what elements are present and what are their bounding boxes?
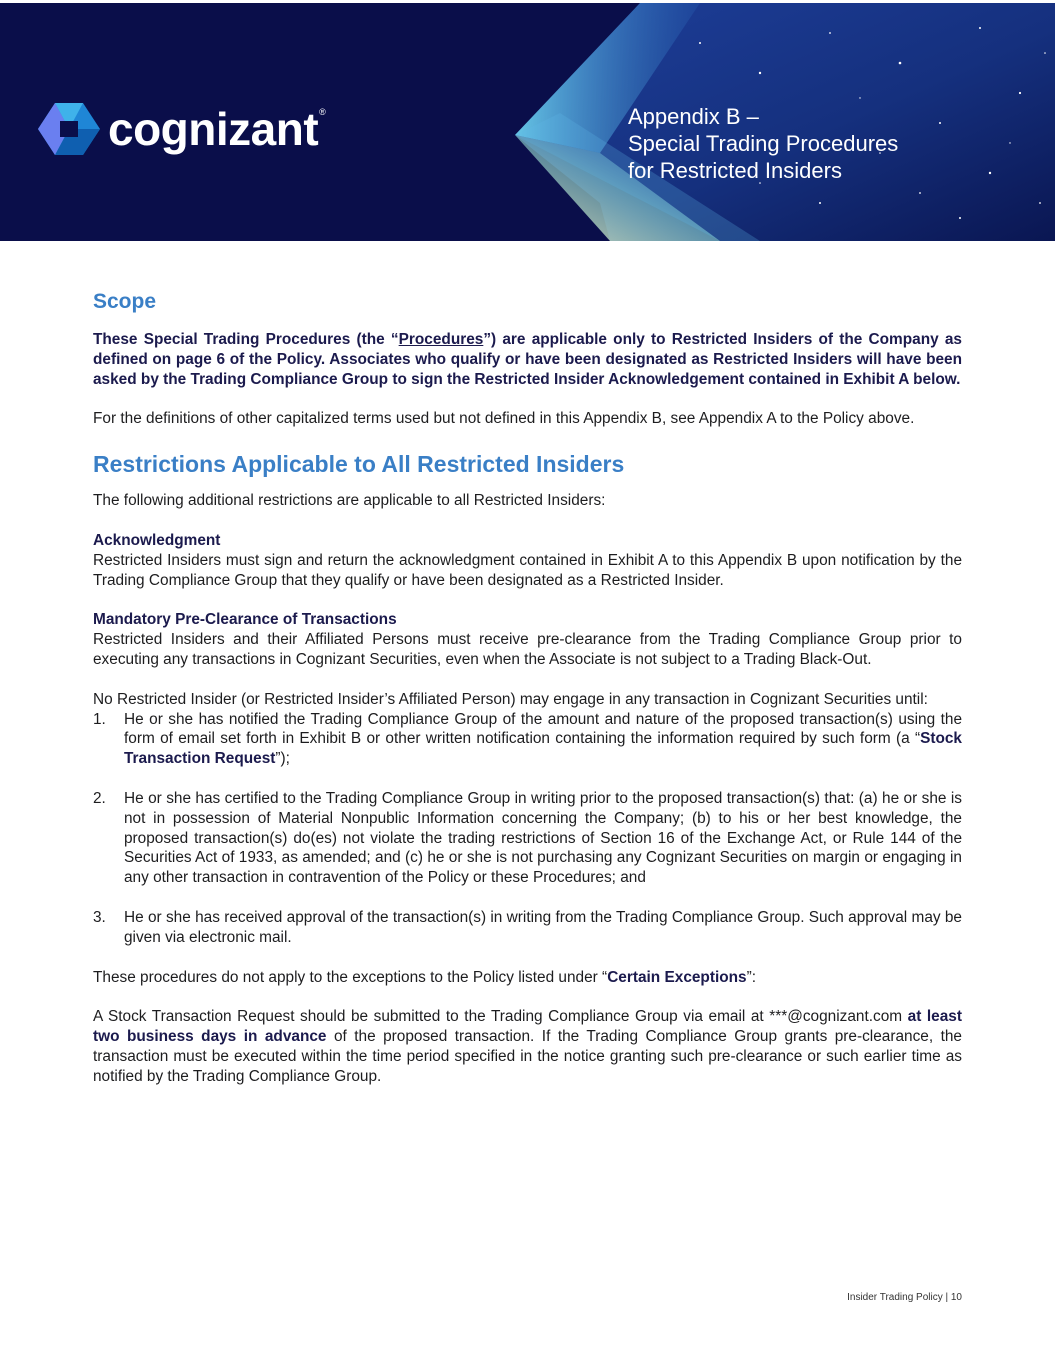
list-item [93, 908, 962, 948]
item-text-end: ”); [275, 750, 290, 768]
restrictions-intro: The following additional restrictions are applicable to all Restricted Insiders: [93, 492, 606, 510]
no-insider-paragraph: No Restricted Insider (or Restricted Insider’s Affiliated Person) may engage in any transaction in Cognizant Securities until: [93, 690, 928, 708]
exceptions-text-b: ”: [746, 968, 757, 986]
preclearance-heading: Mandatory Pre-Clearance of Transactions [93, 611, 397, 629]
request-text-a: A Stock Transaction Request should be submitted to the Trading Compliance Group via email at ***@cognizant.com [93, 1008, 908, 1026]
list-number: 1. [93, 710, 106, 728]
item-text: He or she has certified to the Trading Compliance Group in writing prior to the proposed transaction(s) that: (a) he or she is not in possession of Material Nonpublic Information concerning the Company; (b) to his or her best knowledge, the proposed transaction(s) do(es) not violate the trading restrictions of Section 16 of the Exchange Act, or Rule 144 of the Securities Act of 1933, as amended; and (c) he or she is not purchasing any Cognizant Securities on margin or engaging in any other transaction in contravention of the Policy or these Procedures; and [124, 789, 962, 887]
scope-text-a: These Special Trading Procedures (the “ [93, 331, 399, 348]
scope-text-b: ”) are applicable only to Restricted Insiders of the Company as defined on page 6 of the Policy. Associates who qualify or have been designated as Restricted Insiders will have been asked by the Trading Compliance Group to sign the Restricted Insider Acknowledgement contained in Exhibit A below. [93, 331, 962, 388]
logo-wordmark: cognizant [108, 103, 319, 155]
scope-paragraph [93, 330, 962, 389]
list-item [93, 710, 962, 769]
acknowledgment-section [93, 531, 962, 590]
exceptions-paragraph [93, 968, 962, 988]
title-line-1: Appendix B – [628, 104, 759, 129]
preclearance-text: Restricted Insiders and their Affiliated Persons must receive pre-clearance from the Trading Compliance Group prior to executing any transactions in Cognizant Securities, even when the Associate is not subject to a Trading Black-Out. [93, 631, 962, 668]
list-number: 2. [93, 789, 106, 807]
cognizant-logo [38, 103, 326, 155]
acknowledgment-text: Restricted Insiders must sign and return the acknowledgment contained in Exhibit A to this Appendix B upon notification by the Trading Compliance Group that they qualify or have been designated as a Restricted Insider. [93, 551, 962, 589]
item-text: He or she has received approval of the transaction(s) in writing from the Trading Compliance Group. Such approval may be given via electronic mail. [124, 908, 962, 946]
page-footer: Insider Trading Policy | 10 [847, 1292, 962, 1303]
header-banner [0, 3, 1055, 241]
request-text-b: of the proposed transaction. If the Trading Compliance Group grants pre-clearance, the transaction must be executed within the time period specified in the notice granting such pre-clearance or such earlier time as notified by the Trading Compliance Group. [93, 1028, 962, 1085]
stock-transaction-request-term: Stock Transaction Request [124, 730, 962, 768]
cognizant-logo-icon [38, 103, 100, 155]
procedures-term: Procedures [398, 331, 484, 348]
definitions-paragraph: For the definitions of other capitalized terms used but not defined in this Appendix B, see Appendix A to the Policy above. [93, 410, 915, 428]
list-item [93, 789, 962, 888]
registered-mark: ® [319, 107, 326, 117]
scope-heading: Scope [93, 290, 157, 313]
preclearance-section [93, 610, 962, 669]
certain-exceptions-term: Certain Exceptions [607, 968, 747, 986]
request-paragraph [93, 1007, 962, 1086]
list-number: 3. [93, 908, 106, 926]
item-text: He or she has notified the Trading Compliance Group of the amount and nature of the proposed transaction(s) using the form of email set forth in Exhibit B or other written notification containing the information required by such form (a “ [124, 710, 962, 748]
advance-notice-term: at least two business days in advance [93, 1008, 962, 1046]
restrictions-heading: Restrictions Applicable to All Restricted Insiders [93, 451, 625, 478]
exceptions-text-a: These procedures do not apply to the exceptions to the Policy listed under “ [93, 968, 608, 986]
conditions-list [93, 710, 962, 948]
appendix-title [628, 103, 898, 184]
title-line-3: for Restricted Insiders [628, 158, 842, 183]
title-line-2: Special Trading Procedures [628, 131, 899, 156]
document-body [93, 288, 962, 1087]
acknowledgment-heading: Acknowledgment [93, 531, 221, 549]
